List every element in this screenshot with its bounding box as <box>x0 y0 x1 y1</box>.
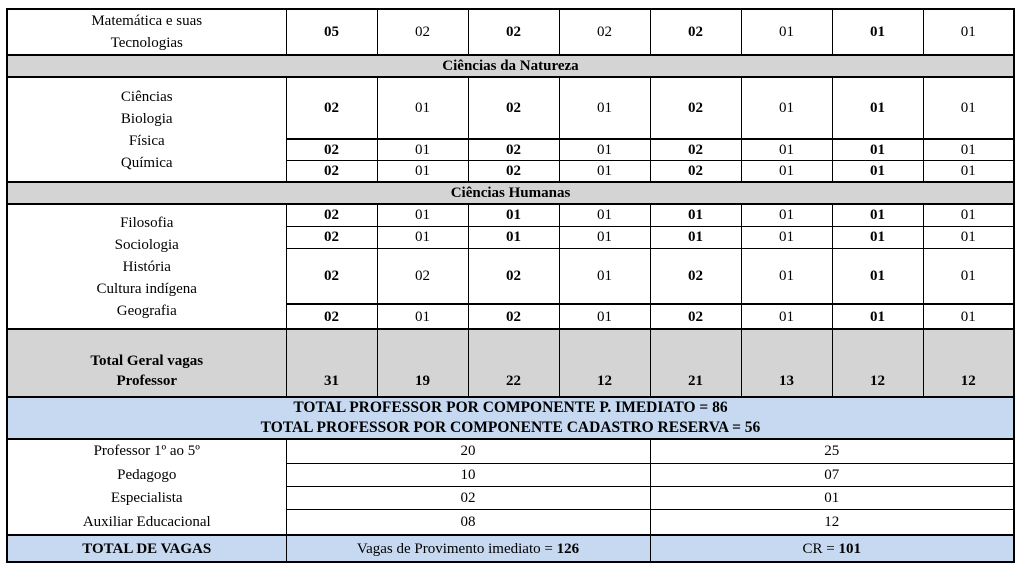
vacancy-cell: 02 <box>286 77 377 139</box>
vacancy-cell: 01 <box>741 161 832 183</box>
vacancy-cell: 01 <box>741 9 832 55</box>
vacancy-cell: 02 <box>286 248 377 304</box>
staff-row-professor-1-5 <box>7 439 1014 463</box>
total-cell: 21 <box>650 329 741 397</box>
subject-row-humanas-1 <box>7 204 1014 226</box>
vacancy-cell: 01 <box>832 161 923 183</box>
subject-label-line: Ciências <box>120 88 173 105</box>
vacancy-cell: 01 <box>923 139 1014 161</box>
vacancy-cell: 02 <box>559 9 650 55</box>
staff-label-line: Auxiliar Educacional <box>82 513 211 530</box>
subject-label-line: Matemática e suas <box>91 13 203 29</box>
total-vagas-label: TOTAL DE VAGAS <box>7 535 286 562</box>
total-cell: 22 <box>468 329 559 397</box>
vacancy-cell: 01 <box>377 139 468 161</box>
vacancy-cell: 02 <box>286 226 377 248</box>
section-header-row <box>7 55 1014 77</box>
vacancy-cell: 05 <box>286 9 377 55</box>
vacancy-cell: 01 <box>650 226 741 248</box>
vacancy-cell: 01 <box>377 204 468 226</box>
vacancy-cell: 01 <box>741 139 832 161</box>
vacancy-cell: 01 <box>377 161 468 183</box>
vacancy-cell: 02 <box>468 77 559 139</box>
subject-label-line: História <box>122 258 171 275</box>
staff-imediato-cell: 10 <box>286 463 650 486</box>
summary-band <box>7 397 1014 439</box>
staff-cr-cell: 07 <box>650 463 1014 486</box>
vacancy-cell: 01 <box>832 226 923 248</box>
vacancy-cell: 01 <box>832 139 923 161</box>
total-cell: 13 <box>741 329 832 397</box>
vacancy-cell: 02 <box>468 248 559 304</box>
vacancy-cell: 01 <box>559 248 650 304</box>
vacancy-cell: 02 <box>650 161 741 183</box>
vacancy-cell: 01 <box>923 204 1014 226</box>
staff-imediato-cell: 08 <box>286 510 650 535</box>
vacancy-cell: 01 <box>741 248 832 304</box>
section-header-humanas: Ciências Humanas <box>7 182 1014 204</box>
total-vagas-imediato-prefix: Vagas de Provimento imediato = <box>356 540 557 557</box>
total-vagas-cr-prefix: CR = <box>802 540 839 557</box>
vacancy-cell: 02 <box>468 161 559 183</box>
summary-band-line-1: TOTAL PROFESSOR POR COMPONENTE P. IMEDIATO = 86 <box>293 399 728 416</box>
total-geral-label <box>7 329 286 397</box>
staff-imediato-cell: 20 <box>286 439 650 463</box>
vacancy-cell: 01 <box>741 226 832 248</box>
staff-label-line: Pedagogo <box>117 466 177 483</box>
vacancy-cell: 01 <box>923 77 1014 139</box>
subject-label-humanas <box>7 204 286 329</box>
vacancy-cell: 01 <box>832 204 923 226</box>
vacancy-cell: 01 <box>559 304 650 329</box>
total-geral-row <box>7 329 1014 397</box>
vacancy-cell: 01 <box>741 304 832 329</box>
staff-labels <box>7 439 286 535</box>
vacancy-cell: 02 <box>286 161 377 183</box>
vacancy-cell: 01 <box>923 304 1014 329</box>
staff-label-line: Especialista <box>110 490 183 506</box>
vacancy-cell: 02 <box>377 9 468 55</box>
vacancy-cell: 01 <box>923 161 1014 183</box>
subject-label-line: Tecnologias <box>110 35 183 51</box>
vacancy-cell: 02 <box>468 304 559 329</box>
vacancy-cell: 02 <box>286 204 377 226</box>
staff-cr-cell: 01 <box>650 486 1014 509</box>
section-header-natureza: Ciências da Natureza <box>7 55 1014 77</box>
vacancy-cell: 02 <box>650 77 741 139</box>
subject-label-line: Física <box>128 132 165 149</box>
total-vagas-imediato-value: 126 <box>556 540 580 557</box>
subject-label-line: Sociologia <box>114 236 179 253</box>
vacancy-cell: 02 <box>650 248 741 304</box>
vacancy-cell: 01 <box>923 9 1014 55</box>
vacancy-cell: 01 <box>832 9 923 55</box>
total-geral-label-line: Professor <box>116 373 178 389</box>
vacancy-cell: 01 <box>832 248 923 304</box>
vacancy-cell: 02 <box>650 139 741 161</box>
vacancy-cell: 02 <box>377 248 468 304</box>
vacancy-cell: 02 <box>468 9 559 55</box>
total-cell: 12 <box>832 329 923 397</box>
total-cell: 31 <box>286 329 377 397</box>
total-vagas-row <box>7 535 1014 562</box>
total-vagas-cr-value: 101 <box>838 540 861 557</box>
subject-label-line: Geografia <box>116 302 177 319</box>
subject-label <box>7 9 286 55</box>
total-cell: 12 <box>559 329 650 397</box>
vacancy-cell: 01 <box>468 204 559 226</box>
summary-band-line-2: TOTAL PROFESSOR POR COMPONENTE CADASTRO RESERVA = 56 <box>260 419 761 436</box>
vacancy-cell: 02 <box>468 139 559 161</box>
subject-row-matematica <box>7 9 1014 55</box>
vacancy-cell: 01 <box>559 161 650 183</box>
section-header-row <box>7 182 1014 204</box>
vacancy-cell: 01 <box>741 77 832 139</box>
total-geral-label-line: Total Geral vagas <box>90 353 204 369</box>
staff-cr-cell: 12 <box>650 510 1014 535</box>
subject-row-natureza-1 <box>7 77 1014 139</box>
vacancy-cell: 01 <box>559 226 650 248</box>
vacancy-cell: 01 <box>923 248 1014 304</box>
summary-band-row <box>7 397 1014 439</box>
total-cell: 19 <box>377 329 468 397</box>
subject-label-natureza <box>7 77 286 182</box>
staff-imediato-cell: 02 <box>286 486 650 509</box>
vacancy-cell: 01 <box>377 304 468 329</box>
vacancy-cell: 02 <box>286 139 377 161</box>
vacancy-cell: 02 <box>650 9 741 55</box>
vacancy-cell: 01 <box>468 226 559 248</box>
vacancy-cell: 01 <box>559 77 650 139</box>
vacancy-cell: 01 <box>377 226 468 248</box>
vacancy-cell: 02 <box>650 304 741 329</box>
vacancy-cell: 01 <box>559 204 650 226</box>
vacancy-table <box>6 8 1015 563</box>
vacancy-cell: 01 <box>923 226 1014 248</box>
vacancy-cell: 01 <box>559 139 650 161</box>
subject-label-line: Química <box>120 154 173 171</box>
total-vagas-cr <box>650 535 1014 562</box>
vacancy-cell: 01 <box>377 77 468 139</box>
vacancy-cell: 01 <box>832 77 923 139</box>
total-vagas-imediato <box>286 535 650 562</box>
subject-label-line: Cultura indígena <box>96 280 197 297</box>
subject-label-line: Filosofia <box>120 214 174 231</box>
vacancy-cell: 02 <box>286 304 377 329</box>
vacancy-cell: 01 <box>832 304 923 329</box>
staff-cr-cell: 25 <box>650 439 1014 463</box>
staff-label-line: Professor 1º ao 5º <box>93 443 200 459</box>
vacancy-cell: 01 <box>650 204 741 226</box>
total-cell: 12 <box>923 329 1014 397</box>
subject-label-line: Biologia <box>120 110 173 127</box>
vacancy-cell: 01 <box>741 204 832 226</box>
